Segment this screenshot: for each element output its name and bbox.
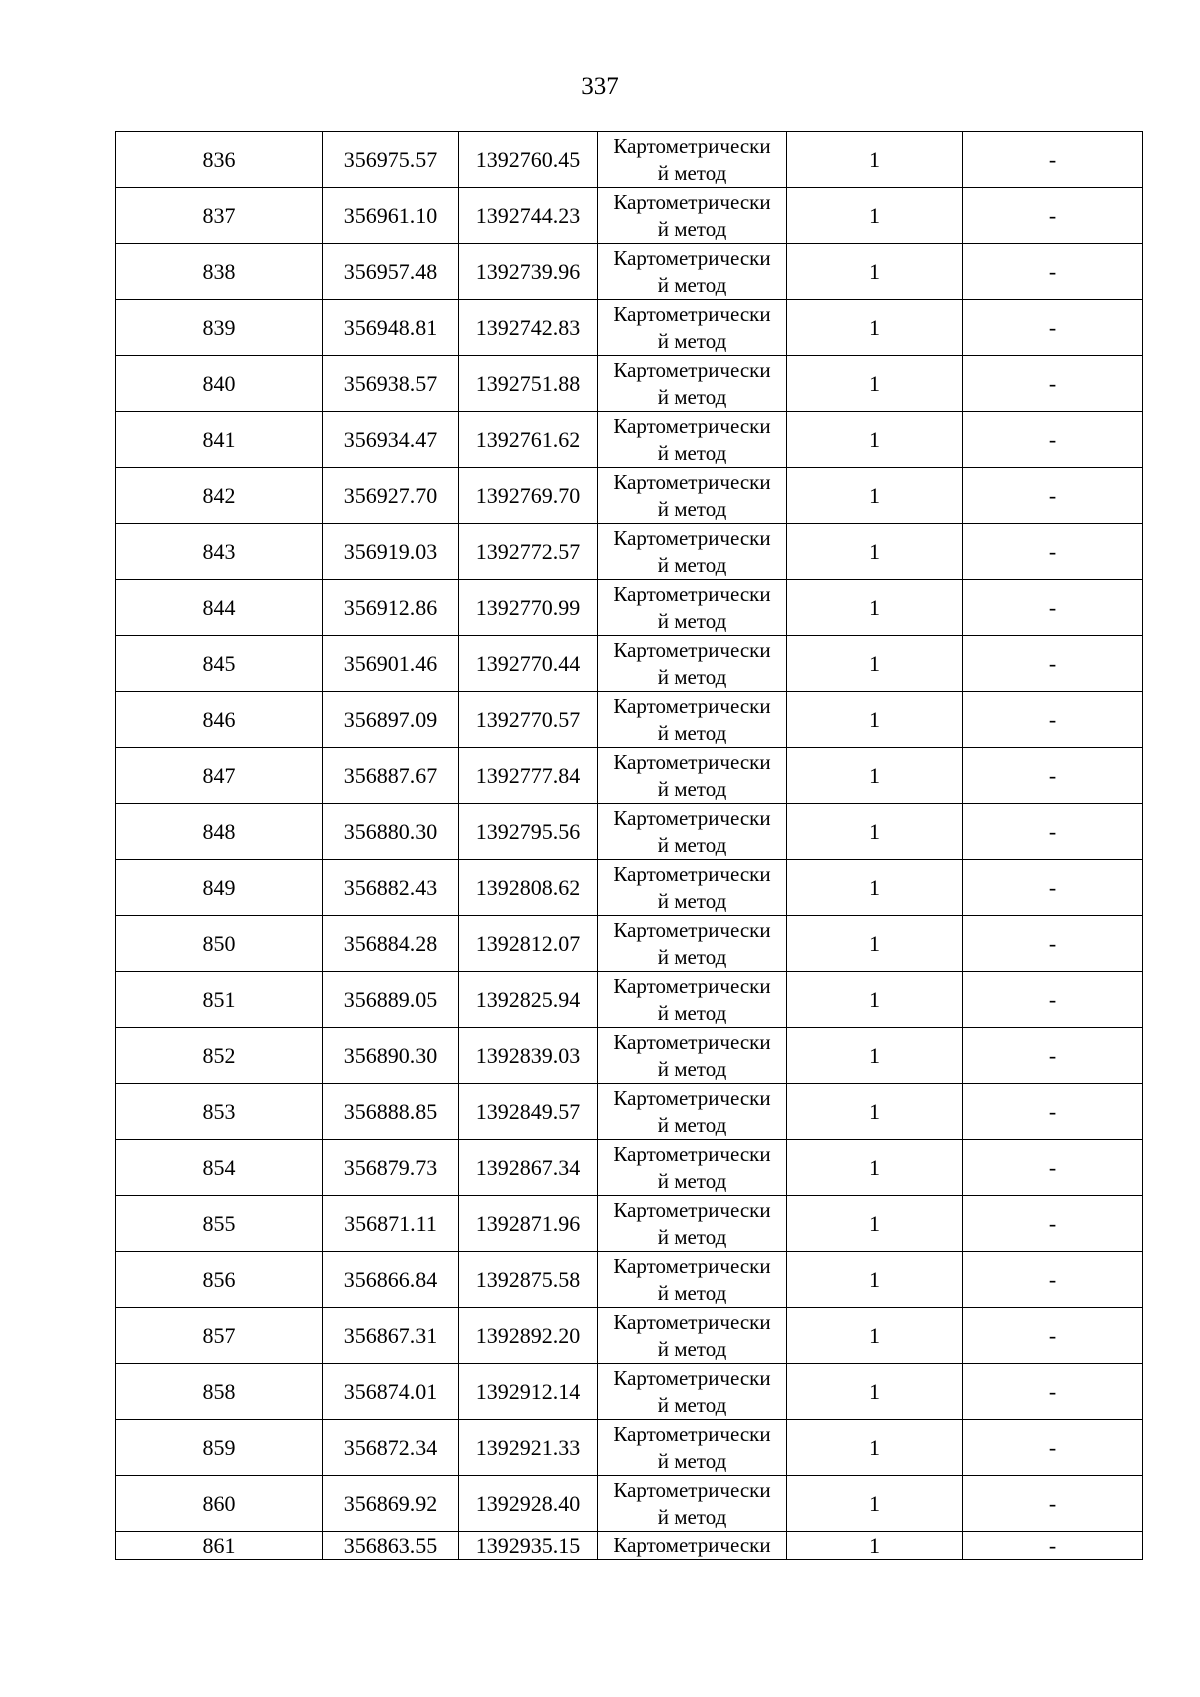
- accuracy-cell: 1: [787, 1028, 963, 1084]
- point-number-cell: 859: [116, 1420, 323, 1476]
- method-cell: [598, 1140, 787, 1196]
- note-cell: -: [963, 412, 1143, 468]
- point-number-cell: 845: [116, 636, 323, 692]
- method-text-line-2: й метод: [657, 888, 727, 913]
- point-number-cell: 856: [116, 1252, 323, 1308]
- x-coordinate-cell: 356938.57: [323, 356, 459, 412]
- accuracy-cell: 1: [787, 860, 963, 916]
- method-text-line-1: Картометрически: [613, 861, 771, 886]
- accuracy-cell: 1: [787, 972, 963, 1028]
- method-text-line-1: Картометрически: [613, 1365, 771, 1390]
- method-text-line-2: й метод: [657, 832, 727, 857]
- accuracy-cell: 1: [787, 244, 963, 300]
- y-coordinate-cell: 1392892.20: [459, 1308, 598, 1364]
- method-cell: [598, 244, 787, 300]
- y-coordinate-cell: 1392772.57: [459, 524, 598, 580]
- point-number-cell: 839: [116, 300, 323, 356]
- note-cell: -: [963, 244, 1143, 300]
- note-cell: -: [963, 580, 1143, 636]
- method-text-line-1: Картометрически: [613, 469, 771, 494]
- method-text-line-1: Картометрически: [613, 1421, 771, 1446]
- table-row: [116, 412, 1143, 468]
- y-coordinate-cell: 1392769.70: [459, 468, 598, 524]
- accuracy-cell: 1: [787, 692, 963, 748]
- method-text-line-2: й метод: [657, 1000, 727, 1025]
- method-cell: [598, 580, 787, 636]
- method-text-line-2: й метод: [657, 1392, 727, 1417]
- y-coordinate-cell: 1392761.62: [459, 412, 598, 468]
- page-number: 337: [581, 73, 619, 100]
- method-text-line-1: Картометрически: [613, 917, 771, 942]
- note-cell: -: [963, 1364, 1143, 1420]
- method-text-line-1: Картометрически: [613, 413, 771, 438]
- method-cell: [598, 1308, 787, 1364]
- method-text-line-2: й метод: [657, 720, 727, 745]
- note-cell: -: [963, 1140, 1143, 1196]
- method-text-line-1: Картометрически: [613, 749, 771, 774]
- method-text-line-2: й метод: [657, 608, 727, 633]
- accuracy-cell: 1: [787, 524, 963, 580]
- table-row: [116, 132, 1143, 188]
- x-coordinate-cell: 356879.73: [323, 1140, 459, 1196]
- point-number-cell: 842: [116, 468, 323, 524]
- y-coordinate-cell: 1392825.94: [459, 972, 598, 1028]
- method-cell: [598, 860, 787, 916]
- method-text-line-2: й метод: [657, 384, 727, 409]
- point-number-cell: 843: [116, 524, 323, 580]
- method-cell: [598, 1420, 787, 1476]
- point-number-cell: 840: [116, 356, 323, 412]
- accuracy-cell: 1: [787, 1476, 963, 1532]
- note-cell: -: [963, 1420, 1143, 1476]
- note-cell: -: [963, 1476, 1143, 1532]
- method-cell: [598, 1364, 787, 1420]
- table-row: [116, 1196, 1143, 1252]
- y-coordinate-cell: 1392839.03: [459, 1028, 598, 1084]
- coordinates-table: [115, 131, 1143, 1560]
- point-number-cell: 846: [116, 692, 323, 748]
- method-text-line-2: й метод: [657, 1168, 727, 1193]
- table-row: [116, 468, 1143, 524]
- method-cell: [598, 692, 787, 748]
- note-cell: -: [963, 1196, 1143, 1252]
- accuracy-cell: 1: [787, 1364, 963, 1420]
- method-text-line-2: й метод: [657, 1112, 727, 1137]
- accuracy-cell: 1: [787, 468, 963, 524]
- method-text-line-1: Картометрически: [613, 1253, 771, 1278]
- x-coordinate-cell: 356912.86: [323, 580, 459, 636]
- x-coordinate-cell: 356897.09: [323, 692, 459, 748]
- method-text-line-2: й метод: [657, 1280, 727, 1305]
- table-row: [116, 188, 1143, 244]
- x-coordinate-cell: 356866.84: [323, 1252, 459, 1308]
- x-coordinate-cell: 356887.67: [323, 748, 459, 804]
- point-number-cell: 861: [116, 1532, 323, 1560]
- method-text-line-2: й метод: [657, 1056, 727, 1081]
- note-cell: -: [963, 1308, 1143, 1364]
- note-cell: -: [963, 132, 1143, 188]
- method-text-line-1: Картометрически: [613, 1141, 771, 1166]
- y-coordinate-cell: 1392760.45: [459, 132, 598, 188]
- method-text-line-2: й метод: [657, 776, 727, 801]
- method-text-line-2: й метод: [657, 664, 727, 689]
- accuracy-cell: 1: [787, 356, 963, 412]
- x-coordinate-cell: 356869.92: [323, 1476, 459, 1532]
- table-row: [116, 1028, 1143, 1084]
- method-cell: [598, 972, 787, 1028]
- table-row: [116, 972, 1143, 1028]
- x-coordinate-cell: 356872.34: [323, 1420, 459, 1476]
- method-text-line-1: Картометрически: [613, 1029, 771, 1054]
- method-cell: [598, 412, 787, 468]
- x-coordinate-cell: 356874.01: [323, 1364, 459, 1420]
- table-row: [116, 244, 1143, 300]
- method-text-line-2: й метод: [657, 1448, 727, 1473]
- x-coordinate-cell: 356927.70: [323, 468, 459, 524]
- point-number-cell: 853: [116, 1084, 323, 1140]
- note-cell: -: [963, 692, 1143, 748]
- x-coordinate-cell: 356948.81: [323, 300, 459, 356]
- method-cell: [598, 524, 787, 580]
- point-number-cell: 849: [116, 860, 323, 916]
- point-number-cell: 838: [116, 244, 323, 300]
- method-text-line-1: Картометрически: [613, 805, 771, 830]
- point-number-cell: 851: [116, 972, 323, 1028]
- note-cell: -: [963, 1084, 1143, 1140]
- table-row: [116, 1308, 1143, 1364]
- table-row: [116, 1140, 1143, 1196]
- x-coordinate-cell: 356890.30: [323, 1028, 459, 1084]
- point-number-cell: 837: [116, 188, 323, 244]
- method-cell: [598, 916, 787, 972]
- method-cell: [598, 636, 787, 692]
- method-text-line-2: й метод: [657, 216, 727, 241]
- note-cell: -: [963, 972, 1143, 1028]
- table-row: [116, 300, 1143, 356]
- table-row: [116, 1084, 1143, 1140]
- note-cell: -: [963, 300, 1143, 356]
- method-text-line-1: Картометрически: [613, 301, 771, 326]
- point-number-cell: 847: [116, 748, 323, 804]
- accuracy-cell: 1: [787, 1084, 963, 1140]
- y-coordinate-cell: 1392812.07: [459, 916, 598, 972]
- method-text-line-1: Картометрически: [613, 1085, 771, 1110]
- x-coordinate-cell: 356919.03: [323, 524, 459, 580]
- x-coordinate-cell: 356888.85: [323, 1084, 459, 1140]
- method-text-line-2: й метод: [657, 440, 727, 465]
- method-text-line-2: й метод: [657, 1224, 727, 1249]
- y-coordinate-cell: 1392871.96: [459, 1196, 598, 1252]
- method-cell: [598, 356, 787, 412]
- method-text-line-2: й метод: [657, 272, 727, 297]
- method-text-line-2: й метод: [657, 496, 727, 521]
- x-coordinate-cell: 356882.43: [323, 860, 459, 916]
- y-coordinate-cell: 1392795.56: [459, 804, 598, 860]
- note-cell: -: [963, 804, 1143, 860]
- note-cell: -: [963, 468, 1143, 524]
- table-row: [116, 1252, 1143, 1308]
- point-number-cell: 855: [116, 1196, 323, 1252]
- accuracy-cell: 1: [787, 1196, 963, 1252]
- point-number-cell: 841: [116, 412, 323, 468]
- x-coordinate-cell: 356880.30: [323, 804, 459, 860]
- table-row: [116, 580, 1143, 636]
- x-coordinate-cell: 356867.31: [323, 1308, 459, 1364]
- x-coordinate-cell: 356961.10: [323, 188, 459, 244]
- method-text-line-1: Картометрически: [613, 245, 771, 270]
- table-body: [116, 132, 1143, 1560]
- method-text-line-1: Картометрически: [613, 581, 771, 606]
- accuracy-cell: 1: [787, 580, 963, 636]
- accuracy-cell: 1: [787, 412, 963, 468]
- accuracy-cell: 1: [787, 916, 963, 972]
- y-coordinate-cell: 1392928.40: [459, 1476, 598, 1532]
- accuracy-cell: 1: [787, 1252, 963, 1308]
- accuracy-cell: 1: [787, 188, 963, 244]
- method-text-line-2: й метод: [657, 328, 727, 353]
- accuracy-cell: 1: [787, 1532, 963, 1560]
- y-coordinate-cell: 1392770.99: [459, 580, 598, 636]
- method-cell: [598, 1084, 787, 1140]
- note-cell: -: [963, 1028, 1143, 1084]
- table-row: [116, 804, 1143, 860]
- note-cell: -: [963, 524, 1143, 580]
- accuracy-cell: 1: [787, 1420, 963, 1476]
- note-cell: -: [963, 1252, 1143, 1308]
- note-cell: -: [963, 860, 1143, 916]
- x-coordinate-cell: 356871.11: [323, 1196, 459, 1252]
- y-coordinate-cell: 1392808.62: [459, 860, 598, 916]
- method-text-line-1: Картометрически: [613, 1197, 771, 1222]
- y-coordinate-cell: 1392739.96: [459, 244, 598, 300]
- y-coordinate-cell: 1392770.57: [459, 692, 598, 748]
- y-coordinate-cell: 1392777.84: [459, 748, 598, 804]
- table-row: [116, 748, 1143, 804]
- method-text-line-1: Картометрически: [613, 525, 771, 550]
- table-row: [116, 1532, 1143, 1560]
- y-coordinate-cell: 1392744.23: [459, 188, 598, 244]
- x-coordinate-cell: 356889.05: [323, 972, 459, 1028]
- method-text-line-1: Картометрически: [613, 637, 771, 662]
- note-cell: -: [963, 748, 1143, 804]
- point-number-cell: 852: [116, 1028, 323, 1084]
- table-row: [116, 1476, 1143, 1532]
- method-text-line-2: й метод: [657, 944, 727, 969]
- note-cell: -: [963, 636, 1143, 692]
- method-cell: [598, 748, 787, 804]
- y-coordinate-cell: 1392912.14: [459, 1364, 598, 1420]
- method-cell: [598, 1476, 787, 1532]
- y-coordinate-cell: 1392742.83: [459, 300, 598, 356]
- method-text-line-2: й метод: [657, 552, 727, 577]
- method-text-line-1: Картометрически: [613, 1309, 771, 1334]
- note-cell: -: [963, 916, 1143, 972]
- x-coordinate-cell: 356957.48: [323, 244, 459, 300]
- point-number-cell: 854: [116, 1140, 323, 1196]
- method-text-line-1: Картометрически: [613, 357, 771, 382]
- method-cell: [598, 1196, 787, 1252]
- point-number-cell: 850: [116, 916, 323, 972]
- method-text-line-1: Картометрически: [613, 133, 771, 158]
- method-cell: [598, 1532, 787, 1560]
- note-cell: -: [963, 1532, 1143, 1560]
- y-coordinate-cell: 1392875.58: [459, 1252, 598, 1308]
- accuracy-cell: 1: [787, 300, 963, 356]
- y-coordinate-cell: 1392770.44: [459, 636, 598, 692]
- point-number-cell: 858: [116, 1364, 323, 1420]
- method-text-line-1: Картометрически: [613, 1533, 771, 1557]
- note-cell: -: [963, 188, 1143, 244]
- x-coordinate-cell: 356884.28: [323, 916, 459, 972]
- accuracy-cell: 1: [787, 636, 963, 692]
- point-number-cell: 860: [116, 1476, 323, 1532]
- accuracy-cell: 1: [787, 132, 963, 188]
- note-cell: -: [963, 356, 1143, 412]
- method-text-line-1: Картометрически: [613, 973, 771, 998]
- point-number-cell: 844: [116, 580, 323, 636]
- table-row: [116, 524, 1143, 580]
- point-number-cell: 836: [116, 132, 323, 188]
- accuracy-cell: 1: [787, 1308, 963, 1364]
- x-coordinate-cell: 356975.57: [323, 132, 459, 188]
- method-cell: [598, 1252, 787, 1308]
- table-row: [116, 860, 1143, 916]
- y-coordinate-cell: 1392935.15: [459, 1532, 598, 1560]
- y-coordinate-cell: 1392751.88: [459, 356, 598, 412]
- method-cell: [598, 468, 787, 524]
- table-row: [116, 916, 1143, 972]
- method-cell: [598, 300, 787, 356]
- y-coordinate-cell: 1392849.57: [459, 1084, 598, 1140]
- accuracy-cell: 1: [787, 1140, 963, 1196]
- method-text-line-1: Картометрически: [613, 693, 771, 718]
- method-text-line-2: й метод: [657, 1336, 727, 1361]
- y-coordinate-cell: 1392867.34: [459, 1140, 598, 1196]
- table-row: [116, 1420, 1143, 1476]
- method-cell: [598, 132, 787, 188]
- x-coordinate-cell: 356934.47: [323, 412, 459, 468]
- method-cell: [598, 1028, 787, 1084]
- x-coordinate-cell: 356863.55: [323, 1532, 459, 1560]
- method-cell: [598, 804, 787, 860]
- table-row: [116, 356, 1143, 412]
- method-cell: [598, 188, 787, 244]
- point-number-cell: 848: [116, 804, 323, 860]
- accuracy-cell: 1: [787, 804, 963, 860]
- method-text-line-1: Картометрически: [613, 189, 771, 214]
- table-row: [116, 636, 1143, 692]
- table-row: [116, 1364, 1143, 1420]
- accuracy-cell: 1: [787, 748, 963, 804]
- method-text-line-2: й метод: [657, 1504, 727, 1529]
- y-coordinate-cell: 1392921.33: [459, 1420, 598, 1476]
- table-row: [116, 692, 1143, 748]
- x-coordinate-cell: 356901.46: [323, 636, 459, 692]
- method-text-line-2: й метод: [657, 160, 727, 185]
- point-number-cell: 857: [116, 1308, 323, 1364]
- method-text-line-1: Картометрически: [613, 1477, 771, 1502]
